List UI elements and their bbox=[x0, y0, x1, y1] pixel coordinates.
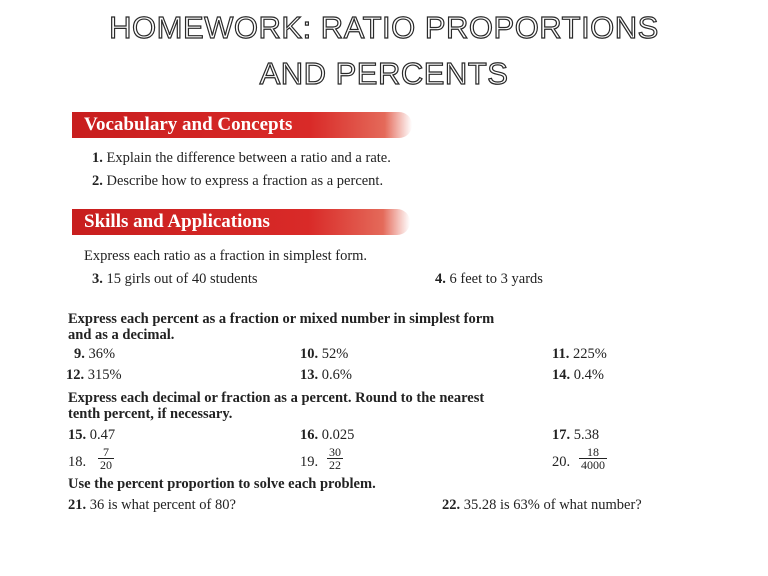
vocab-item-1: 1. Explain the difference between a ratio and a rate. bbox=[92, 150, 391, 166]
item-20-fraction bbox=[579, 446, 607, 471]
part3-instruction-line1: Express each decimal or fraction as a percent. Round to the nearest bbox=[68, 390, 485, 406]
item-20-number: 20. bbox=[552, 454, 571, 470]
item-10: 10. 52% bbox=[300, 346, 349, 362]
item-14: 14. 0.4% bbox=[552, 367, 604, 383]
item-18-number: 18. bbox=[68, 454, 87, 470]
item-9: 9. 36% bbox=[74, 346, 116, 362]
vocab-heading: Vocabulary and Concepts bbox=[72, 112, 412, 138]
part4-instruction: Use the percent proportion to solve each problem. bbox=[68, 476, 376, 492]
item-18-fraction bbox=[98, 446, 114, 471]
item-18-numerator: 7 bbox=[103, 445, 109, 459]
item-21: 21. 36 is what percent of 80? bbox=[68, 497, 236, 513]
part3-instruction-line2: tenth percent, if necessary. bbox=[68, 406, 233, 422]
item-19-fraction bbox=[327, 446, 343, 471]
item-20-denominator: 4000 bbox=[581, 458, 605, 472]
item-12: 12. 315% bbox=[66, 367, 122, 383]
page-title-line1: HOMEWORK: RATIO PROPORTIONS bbox=[109, 10, 659, 45]
item-19-denominator: 22 bbox=[329, 458, 341, 472]
item-20-numerator: 18 bbox=[587, 445, 599, 459]
skills-item-4: 4. 6 feet to 3 yards bbox=[435, 271, 543, 287]
vocab-item-2: 2. Describe how to express a fraction as a percent. bbox=[92, 173, 384, 189]
item-19-numerator: 30 bbox=[329, 445, 341, 459]
item-18-denominator: 20 bbox=[100, 458, 112, 472]
item-22: 22. 35.28 is 63% of what number? bbox=[442, 497, 642, 513]
item-11: 11. 225% bbox=[552, 346, 607, 362]
item-17: 17. 5.38 bbox=[552, 427, 600, 443]
part2-instruction-line2: and as a decimal. bbox=[68, 327, 175, 343]
item-16: 16. 0.025 bbox=[300, 427, 355, 443]
page-title-line2: AND PERCENTS bbox=[259, 56, 509, 91]
item-15: 15. 0.47 bbox=[68, 427, 116, 443]
item-19-number: 19. bbox=[300, 454, 319, 470]
item-13: 13. 0.6% bbox=[300, 367, 352, 383]
skills-item-3: 3. 15 girls out of 40 students bbox=[92, 271, 258, 287]
part2-instruction-line1: Express each percent as a fraction or mixed number in simplest form bbox=[68, 311, 495, 327]
skills-instruction: Express each ratio as a fraction in simplest form. bbox=[84, 248, 368, 264]
skills-heading: Skills and Applications bbox=[72, 209, 410, 235]
